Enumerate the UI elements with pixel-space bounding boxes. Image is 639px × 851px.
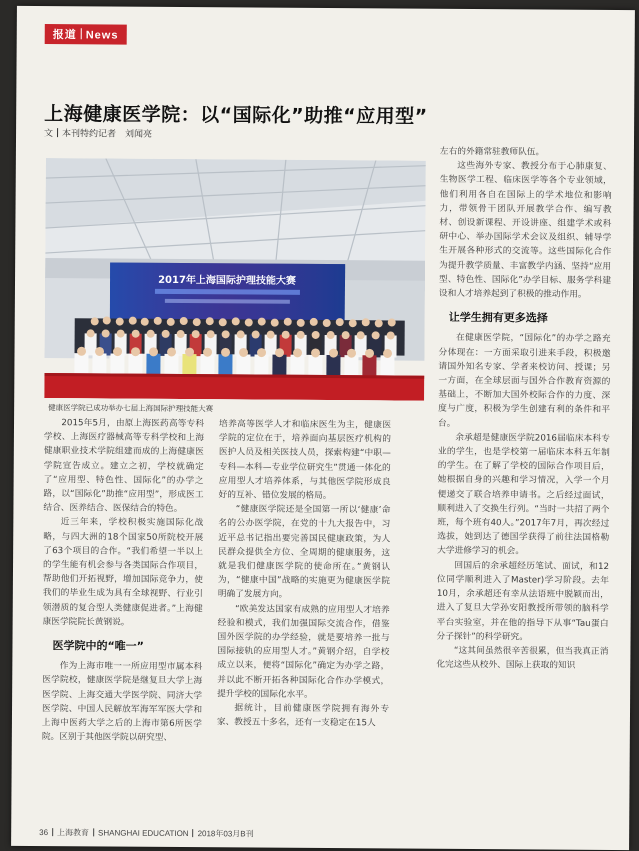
paragraph: “欧美发达国家有成熟的应用型人才培养经验和模式，我们加强国际交流合作，借鉴国外医学院的办学经验，就是要培养一批与国际接轨的应用型人才。”黄钢介绍，自学校成立以来，便将“国际化”确定为办学之路，并以此不断开拓各种国际化合作办学模式，提升学校的国际化水平。 <box>217 604 390 700</box>
byline-prefix: 文 <box>44 129 54 140</box>
byline <box>44 126 152 140</box>
page-footer <box>39 827 254 839</box>
subheading: 医学院中的“唯一” <box>52 639 144 653</box>
paragraph: 近三年来，学校积极实施国际化战略，与四大洲的18个国家50所院校开展了63个项目的合作。“我们希望一半以上的学生能有机会参与各类国际合作项目，帮助他们开拓视野，增加国际竞争力，使我们的毕业生成为具有全球视野、行业引领潜质的复合型人类健康促进者。”上海健康医学院院长黄钢说。 <box>42 517 204 628</box>
paragraph: 据统计，目前健康医学院拥有海外专家、教授五十多名，还有一支稳定在15人 <box>216 703 390 729</box>
photo-caption: 健康医学院已成功举办七届上海国际护理技能大赛 <box>48 403 214 414</box>
section-tag <box>45 24 127 45</box>
paragraph: “这其间虽然很辛苦很累，但当我真正消化完这些从校外、国际上获取的知识 <box>436 645 609 671</box>
paragraph: 回国后的余承超经历笔试、面试，和12位同学顺利进入了Master)学习阶段。去年10月，余承超还有幸从法语班中脱颖而出，进入了复旦大学孙安阳教授所带领的脑科学平台实验室，并在他的指导下从事“Tau蛋白分子探针”的科学研究。 <box>436 560 610 643</box>
paragraph: 作为上海市唯一一所应用型市属本科医学院校，健康医学院是继复旦大学上海医学院、上海交通大学医学院、同济大学医学院、中国人民解放军海军军医大学和上海中医药大学之后的上海市第6所医学院。区别于其他医学院以研究型、 <box>41 661 203 744</box>
byline-author: 本刊特约记者 刘闻亮 <box>62 129 153 140</box>
subheading: 让学生拥有更多选择 <box>448 311 548 325</box>
paragraph: “健康医学院还是全国第一所以‘健康’命名的公办医学院，在党的十九大报告中，习近平总书记指出要完善国民健康政策，为人民群众提供全方位、全周期的健康服务，这就是我们健康医学院的使命所在。”黄钢认为，“健康中国”战略的实施更为健康医学院明确了发展方向。 <box>217 504 391 601</box>
page-number: 36 <box>39 828 49 838</box>
section-tag-cn: 报道 <box>52 29 77 42</box>
article-title: 上海健康医学院：以“国际化”助推“应用型” <box>44 103 428 128</box>
magazine-name-cn: 上海教育 <box>57 828 90 838</box>
banner-text: 2017年上海国际护理技能大赛 <box>158 274 296 287</box>
paragraph: 培养高等医学人才和临床医生为主，健康医学院的定位在于，培养面向基层医疗机构的医护人员及相关医技人员，探索构建“中职—专科—本科—专业学位研究生”贯通一体化的应用型人才培养体系，与其他医学院形成良好的互补、错位发展的格局。 <box>218 419 392 502</box>
issue-date: 2018年03月B刊 <box>197 829 254 839</box>
event-photo-image <box>44 158 426 401</box>
magazine-page <box>11 6 635 850</box>
event-photo <box>44 158 426 401</box>
column-right <box>435 145 612 830</box>
paragraph: 左右的外籍常驻教师队伍。 <box>439 146 545 158</box>
paragraph: 在健康医学院，“国际化”的办学之路充分体现在：一方面采取引进来手段，积极邀请国外知名专家、学者来校访问、授课；另一方面，在全球层面与国外合作教育资源的基础上，不断加大国外校际合作的力度、深度与广度，积极为学生创建有利的条件和平台。 <box>437 333 611 429</box>
column-middle <box>216 417 391 828</box>
column-left <box>41 416 204 827</box>
paragraph: 余承超是健康医学院2016届临床本科专业的学生，也是学校第一届临床本科五年制的学生。在了解了学校的国际合作项目后，她根据自身的兴趣和学习情况，入学一个月便递交了联合培养申请书。之后经过面试，顺利进入了交换生行列。“当时一共招了两个班，每个班有40人。”2017年7月，再次经过选拔，她到达了德国学获得了前往法国格勒大学进修学习的机会。 <box>437 432 610 557</box>
paragraph: 2015年5月，由原上海医药高等专科学校、上海医疗器械高等专科学校和上海健康职业技术学院组建而成的上海健康医学院宣告成立。建立之初，学校就确定了“应用型、特色性、国际化”的办学之路，以“国际化”助推“应用型”，形成医工结合、医养结合、医保结合的特色。 <box>43 418 205 515</box>
section-tag-en: News <box>85 29 119 42</box>
magazine-name-en: SHANGHAI EDUCATION <box>98 828 189 839</box>
paragraph: 这些海外专家、教授分布于心肺康复、生物医学工程、临床医学等各个专业领域，他们利用各自在国际上的学术地位和影响力，带领骨干团队开展教学合作、编写教材、创设新课程、开设讲座、组建学术或科研中心、举办国际学术会议及组织、辅导学生开展各种形式的交流等。这些国际化合作为提升教学质量、丰富教学内涵、坚持“应用型、特色性、国际化”办学目标、服务学科建设和人才培养起到了积极的推动作用。 <box>438 161 612 300</box>
